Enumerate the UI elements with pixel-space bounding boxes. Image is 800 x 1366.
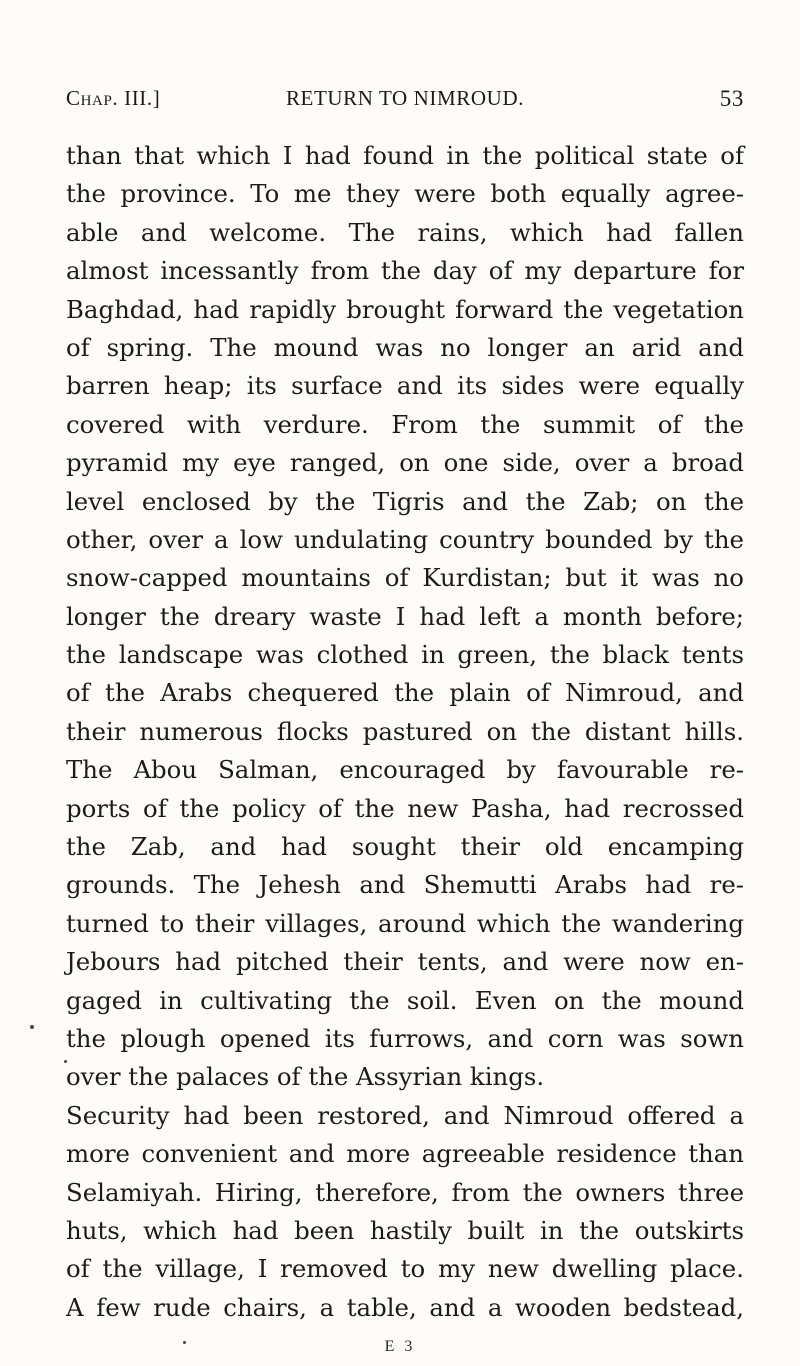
ink-fleck bbox=[30, 1025, 34, 1029]
page-number: 53 bbox=[719, 86, 744, 111]
text-line: Selamiyah. Hiring, therefore, from the owners three bbox=[66, 1177, 744, 1207]
text-line: their numerous flocks pastured on the distant hills. bbox=[66, 716, 744, 746]
text-line: snow-capped mountains of Kurdistan; but it was no bbox=[66, 563, 744, 593]
body-text bbox=[66, 137, 744, 1327]
text-line: covered with verdure. From the summit of the bbox=[66, 409, 744, 439]
text-line: Baghdad, had rapidly brought forward the vegetation bbox=[66, 294, 744, 324]
signature-mark: E 3 bbox=[384, 1338, 416, 1355]
text-line: barren heap; its surface and its sides were equally bbox=[66, 371, 744, 401]
text-line: Jebours had pitched their tents, and were now en- bbox=[66, 947, 744, 977]
text-line: Security had been restored, and Nimroud offered a bbox=[66, 1100, 744, 1130]
text-line: level enclosed by the Tigris and the Zab; on the bbox=[66, 486, 744, 516]
text-line: the plough opened its furrows, and corn was sown bbox=[66, 1023, 744, 1053]
text-line: able and welcome. The rains, which had fallen bbox=[66, 217, 744, 247]
text-line: gaged in cultivating the soil. Even on the mound bbox=[66, 985, 744, 1015]
chapter-label: Chap. III.] bbox=[66, 86, 161, 110]
text-line: huts, which had been hastily built in the outskirts bbox=[66, 1215, 744, 1245]
text-line: turned to their villages, around which the wandering bbox=[66, 908, 744, 938]
text-line: other, over a low undulating country bounded by the bbox=[66, 524, 744, 554]
text-line: almost incessantly from the day of my departure for bbox=[66, 256, 744, 286]
text-line: A few rude chairs, a table, and a wooden bedstead, bbox=[66, 1292, 744, 1322]
text-line: more convenient and more agreeable residence than bbox=[66, 1139, 744, 1169]
text-line: of the village, I removed to my new dwelling place. bbox=[66, 1254, 744, 1284]
text-line: the Zab, and had sought their old encamping bbox=[66, 832, 744, 862]
text-line: of the Arabs chequered the plain of Nimroud, and bbox=[66, 678, 744, 708]
ink-fleck bbox=[64, 1060, 67, 1063]
running-head bbox=[66, 86, 744, 116]
text-line: longer the dreary waste I had left a month before; bbox=[66, 601, 744, 631]
page-heading: RETURN TO NIMROUD. bbox=[285, 86, 525, 110]
text-line: grounds. The Jehesh and Shemutti Arabs had re- bbox=[66, 870, 744, 900]
text-line: pyramid my eye ranged, on one side, over a broad bbox=[66, 448, 744, 478]
ink-fleck bbox=[183, 1341, 186, 1344]
text-line: of spring. The mound was no longer an arid and bbox=[66, 332, 744, 362]
text-line: than that which I had found in the political state of bbox=[66, 141, 744, 170]
text-line: the landscape was clothed in green, the black tents bbox=[66, 640, 744, 670]
text-line: the province. To me they were both equally agree- bbox=[66, 179, 744, 209]
text-line: over the palaces of the Assyrian kings. bbox=[66, 1062, 545, 1092]
text-line: ports of the policy of the new Pasha, had recrossed bbox=[66, 793, 744, 823]
text-line: The Abou Salman, encouraged by favourable re- bbox=[66, 755, 744, 785]
